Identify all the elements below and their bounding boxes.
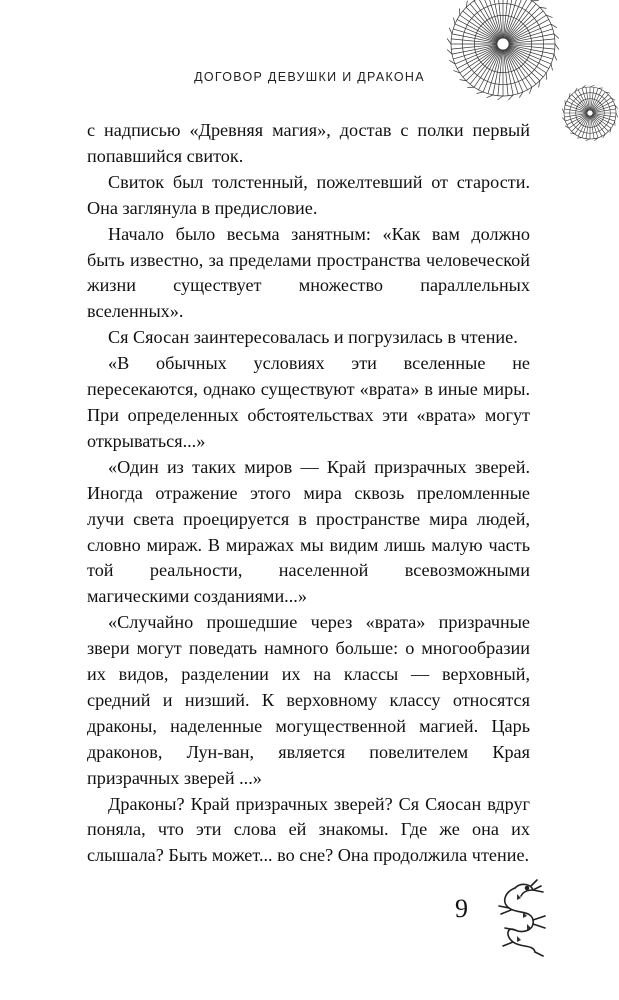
paragraph: Драконы? Край призрачных зверей? Ся Сяосан вдруг поняла, что эти слова ей знакомы. Где же она их слышала? Быть может... во сне? Она продолжила чтение. (87, 793, 530, 866)
paragraph: Начало было весьма занятным: «Как вам должно быть известно, за пределами пространства человеческой жизни существует множество параллельных вселенных». (87, 223, 530, 322)
paragraph: Ся Сяосан заинтересовалась и погрузилась в чтение. (108, 327, 518, 348)
paragraph: «Один из таких миров — Край призрачных зверей. Иногда отражение этого мира сквозь преломленные лучи света проецируется в пространстве мира людей, словно мираж. В миражах мы видим лишь малую часть той реальности, населенной всевозможными магическими созданиями...» (87, 456, 530, 607)
paragraph: Свиток был толстенный, пожелтевший от старости. Она заглянула в предисловие. (87, 171, 530, 218)
dragon-icon (487, 878, 557, 958)
paragraph: с надписью «Древняя магия», достав с полки первый попавшийся свиток. (87, 120, 530, 166)
paragraph: «Случайно прошедшие через «врата» призрачные звери могут поведать намного больше: о многообразии их видов, разделении их на классы — верховный, средний и низший. К верховному классу относятся драконы, наделенные могущественной магией. Царь драконов, Лун-ван, является повелителем Края призрачных зверей ...» (87, 612, 530, 788)
page-number: 9 (455, 894, 468, 923)
ornament-small-mandala-icon (561, 84, 619, 142)
running-header: ДОГОВОР ДЕВУШКИ И ДРАКОНА (194, 70, 425, 84)
body-text (87, 118, 530, 869)
paragraph: «В обычных условиях эти вселенные не пересекаются, однако существуют «врата» в иные миры. При определенных обстоятельствах эти «врата» могут открываться...» (87, 353, 530, 451)
ornament-mandala-icon (445, 0, 563, 108)
